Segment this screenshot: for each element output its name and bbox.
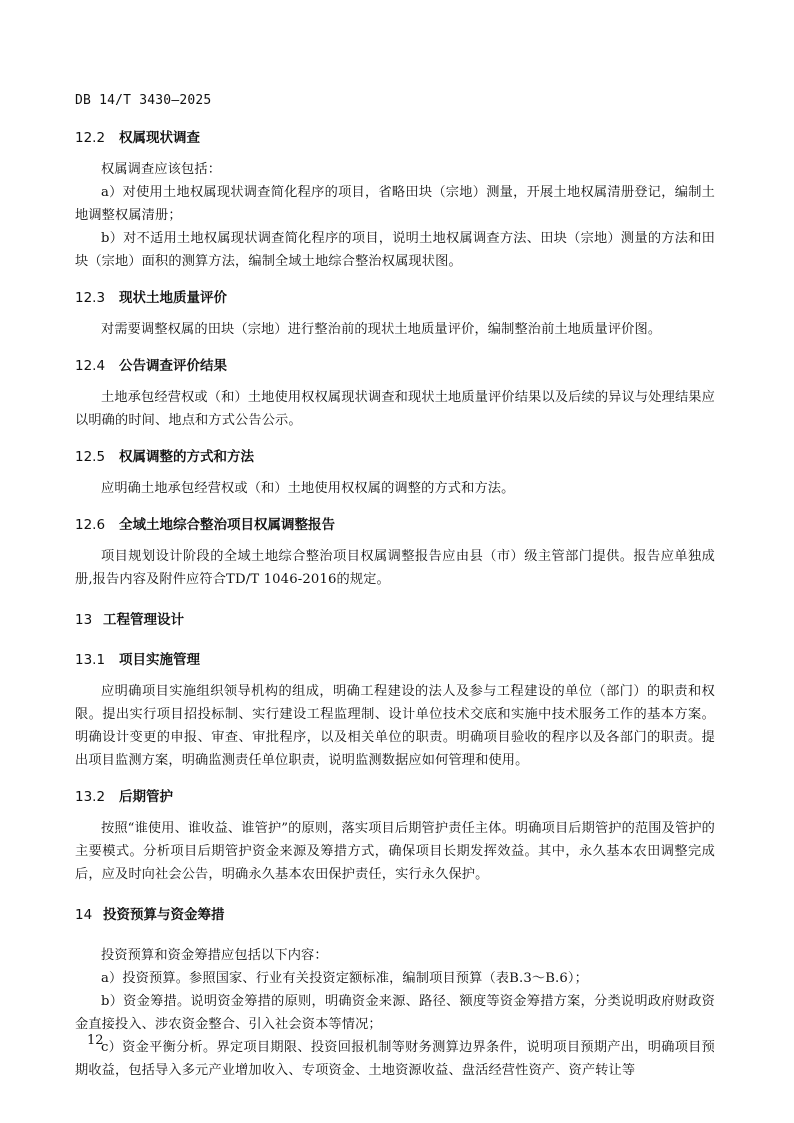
page-number: 12: [87, 1033, 104, 1048]
section-title: 权属现状调查: [119, 130, 200, 146]
section-heading-12-2: [75, 127, 715, 149]
section-number: 12.4: [75, 358, 106, 374]
section-number: 12.2: [75, 130, 106, 146]
document-body: [75, 127, 715, 1082]
section-title: 公告调查评价结果: [119, 358, 227, 374]
paragraph: 应明确项目实施组织领导机构的组成，明确工程建设的法人及参与工程建设的单位（部门）的职责和权限。提出实行项目招投标制、实行建设工程监理制、设计单位技术交底和实施中技术服务工作的基本方案。明确设计变更的申报、审查、审批程序，以及相关单位的职责。明确项目验收的程序以及各部门的职责。提出项目监测方案，明确监测责任单位职责，说明监测数据应如何管理和使用。: [75, 684, 715, 768]
standard-code: DB 14/T 3430—2025: [75, 93, 212, 108]
paragraph: 投资预算和资金筹措应包括以下内容：: [101, 948, 328, 963]
chapter-number: 13: [75, 612, 93, 628]
list-item: a）投资预算。参照国家、行业有关投资定额标准，编制项目预算（表B.3～B.6）；: [101, 971, 588, 986]
section-number: 12.6: [75, 517, 106, 533]
paragraph: 对需要调整权属的田块（宗地）进行整治前的现状土地质量评价，编制整治前土地质量评价图。: [101, 322, 662, 337]
section-heading-12-6: [75, 514, 715, 536]
paragraph: 应明确土地承包经营权或（和）土地使用权权属的调整的方式和方法。: [101, 481, 515, 496]
chapter-title: 工程管理设计: [103, 612, 184, 628]
section-heading-13-1: [75, 649, 715, 671]
section-title: 全域土地综合整治项目权属调整报告: [119, 517, 335, 533]
section-title: 现状土地质量评价: [119, 290, 227, 306]
section-title: 权属调整的方式和方法: [119, 449, 254, 465]
section-number: 13.2: [75, 789, 106, 805]
section-heading-12-5: [75, 446, 715, 468]
chapter-number: 14: [75, 907, 93, 923]
section-heading-13-2: [75, 786, 715, 808]
chapter-heading-13: [75, 609, 715, 631]
paragraph: 项目规划设计阶段的全域土地综合整治项目权属调整报告应由县（市）级主管部门提供。报告应单独成册,报告内容及附件应符合TD/T 1046-2016的规定。: [75, 549, 715, 587]
section-title: 项目实施管理: [119, 652, 200, 668]
section-number: 13.1: [75, 652, 106, 668]
paragraph: 权属调查应该包括：: [101, 162, 222, 177]
section-title: 后期管护: [119, 789, 173, 805]
list-item: b）资金筹措。说明资金筹措的原则，明确资金来源、路径、额度等资金筹措方案，分类说明政府财政资金直接投入、涉农资金整合、引入社会资本等情况；: [75, 994, 715, 1032]
chapter-title: 投资预算与资金筹措: [103, 907, 225, 923]
list-item: b）对不适用土地权属现状调查简化程序的项目，说明土地权属调查方法、田块（宗地）测量的方法和田块（宗地）面积的测算方法，编制全域土地综合整治权属现状图。: [75, 231, 715, 269]
paragraph: 土地承包经营权或（和）土地使用权权属现状调查和现状土地质量评价结果以及后续的异议与处理结果应以明确的时间、地点和方式公告公示。: [75, 390, 715, 428]
chapter-heading-14: [75, 904, 715, 926]
section-number: 12.3: [75, 290, 106, 306]
section-number: 12.5: [75, 449, 106, 465]
list-item: a）对使用土地权属现状调查简化程序的项目，省略田块（宗地）测量，开展土地权属清册登记，编制土地调整权属清册；: [75, 185, 715, 223]
paragraph: 按照“谁使用、谁收益、谁管护”的原则，落实项目后期管护责任主体。明确项目后期管护的范围及管护的主要模式。分析项目后期管护资金来源及筹措方式，确保项目长期发挥效益。其中，永久基本农田调整完成后，应及时向社会公告，明确永久基本农田保护责任，实行永久保护。: [75, 821, 715, 882]
section-heading-12-4: [75, 355, 715, 377]
list-item: c）资金平衡分析。界定项目期限、投资回报机制等财务测算边界条件，说明项目预期产出，明确项目预期收益，包括导入多元产业增加收入、专项资金、土地资源收益、盘活经营性资产、资产转让等: [75, 1040, 715, 1078]
section-heading-12-3: [75, 287, 715, 309]
